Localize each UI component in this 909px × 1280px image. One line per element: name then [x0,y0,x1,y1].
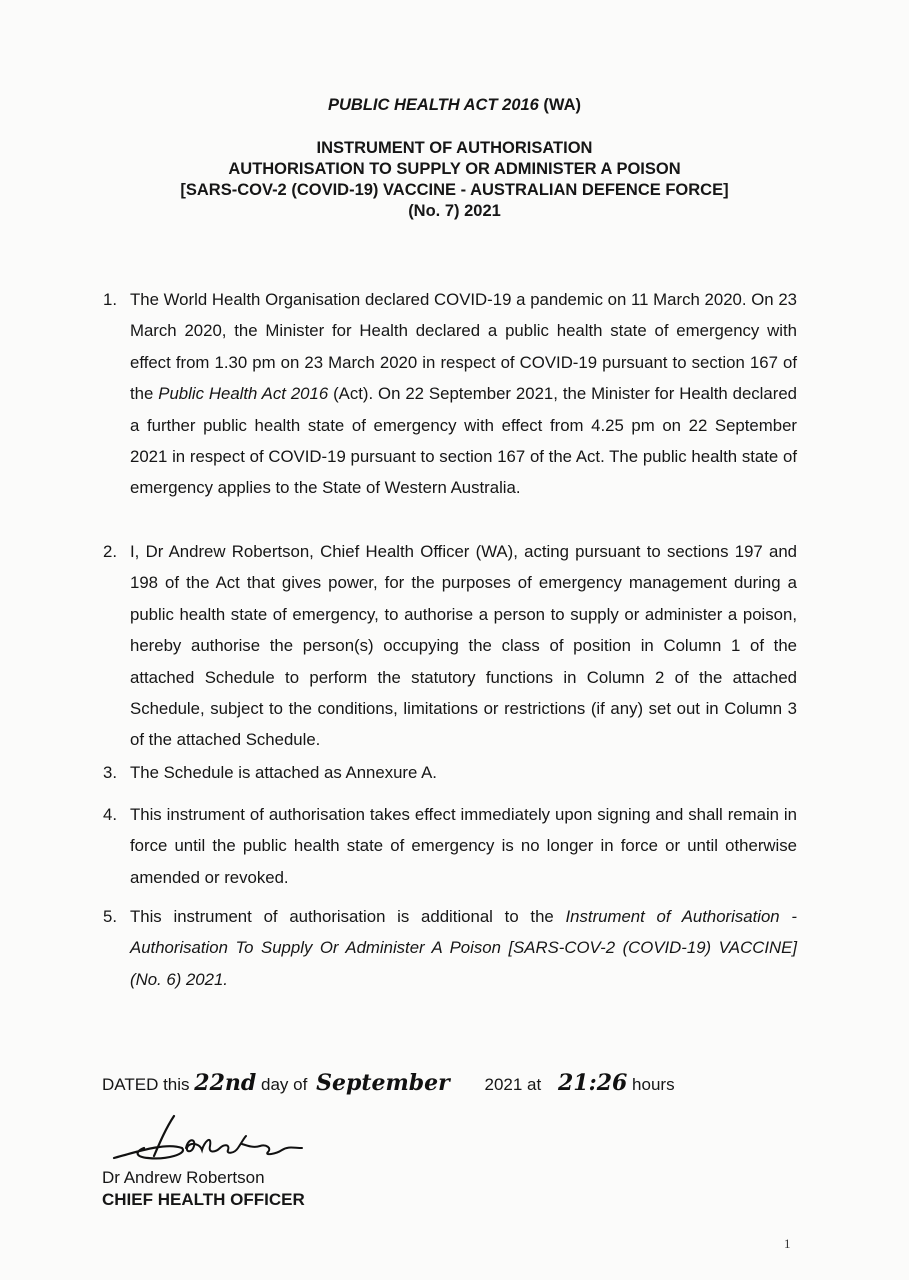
dated-suffix: hours [632,1075,675,1094]
item-text: I, Dr Andrew Robertson, Chief Health Officer (WA), acting pursuant to sections 197 and 198 of the Act that gives power, for the purposes of emergency management during a public health state of emergency, to authorise a person to supply or administer a poison, hereby authorise the person(s) occupying the class of position in Column 1 of the attached Schedule to perform the statutory functions in Column 2 of the attached Schedule, subject to the conditions, limitations or restrictions (if any) set out in Column 3 of the attached Schedule. [130,542,797,750]
item-text-italic: Instrument of Authorisation - Authorisation To Supply Or Administer A Poison [SARS-COV-2 (COVID-19) VACCINE] (No. 6) 2021. [130,907,797,989]
list-item [103,799,797,893]
signer-title: CHIEF HEALTH OFFICER [102,1190,305,1209]
act-name: PUBLIC HEALTH ACT 2016 [327,96,539,114]
page-number: 1 [784,1236,791,1251]
dated-prefix: DATED this [102,1075,190,1094]
signer-name: Dr Andrew Robertson [102,1168,265,1187]
item-text [130,284,797,504]
instrument-heading [0,138,909,222]
list-item [103,901,797,995]
item-text: This instrument of authorisation takes effect immediately upon signing and shall remain in force until the public health state of emergency is no longer in force or until otherwise amended or revoked. [130,805,797,887]
item-number: 2. [103,542,117,561]
heading-line: AUTHORISATION TO SUPPLY OR ADMINISTER A POISON [228,160,681,178]
item-text: The Schedule is attached as Annexure A. [130,763,437,782]
dated-month: September [316,1070,450,1096]
item-text-italic: Public Health Act 2016 [158,384,329,404]
dated-day-of: day of [261,1075,308,1094]
dated-year-at: 2021 at [484,1075,542,1094]
item-text-part: The World Health Organisation declared COVID-19 a pandemic on 11 March 2020. On 23 March 2020, the Minister for Health declared a public health state of emergency with effect from 1.30 pm on 23 March 2020 in respect of COVID-19 pursuant to section 167 of the [130,290,797,404]
act-jurisdiction: (WA) [538,96,581,114]
dated-line [102,1070,675,1096]
heading-line: [SARS-COV-2 (COVID-19) VACCINE - AUSTRALIAN DEFENCE FORCE] [180,181,729,199]
item-number: 3. [103,763,117,782]
dated-time: 21:26 [557,1070,628,1096]
item-number: 4. [103,805,117,824]
signature-image [96,1108,326,1168]
list-item [103,536,797,756]
list-item [103,284,797,504]
item-number: 5. [103,907,117,926]
item-text-part: (Act). On 22 September 2021, the Minister for Health declared a further public health state of emergency with effect from 4.25 pm on 22 September 2021 in respect of COVID-19 pursuant to section 167 of the Act. The public health state of emergency applies to the State of Western Australia. [130,384,797,498]
item-text [130,901,797,995]
heading-line: INSTRUMENT OF AUTHORISATION [316,139,593,157]
item-text-part: This instrument of authorisation is additional to the [130,907,566,926]
item-number: 1. [103,290,117,309]
list-item [103,757,797,788]
act-title [0,96,909,115]
dated-day: 22nd [194,1070,257,1096]
heading-line: (No. 7) 2021 [408,202,501,220]
